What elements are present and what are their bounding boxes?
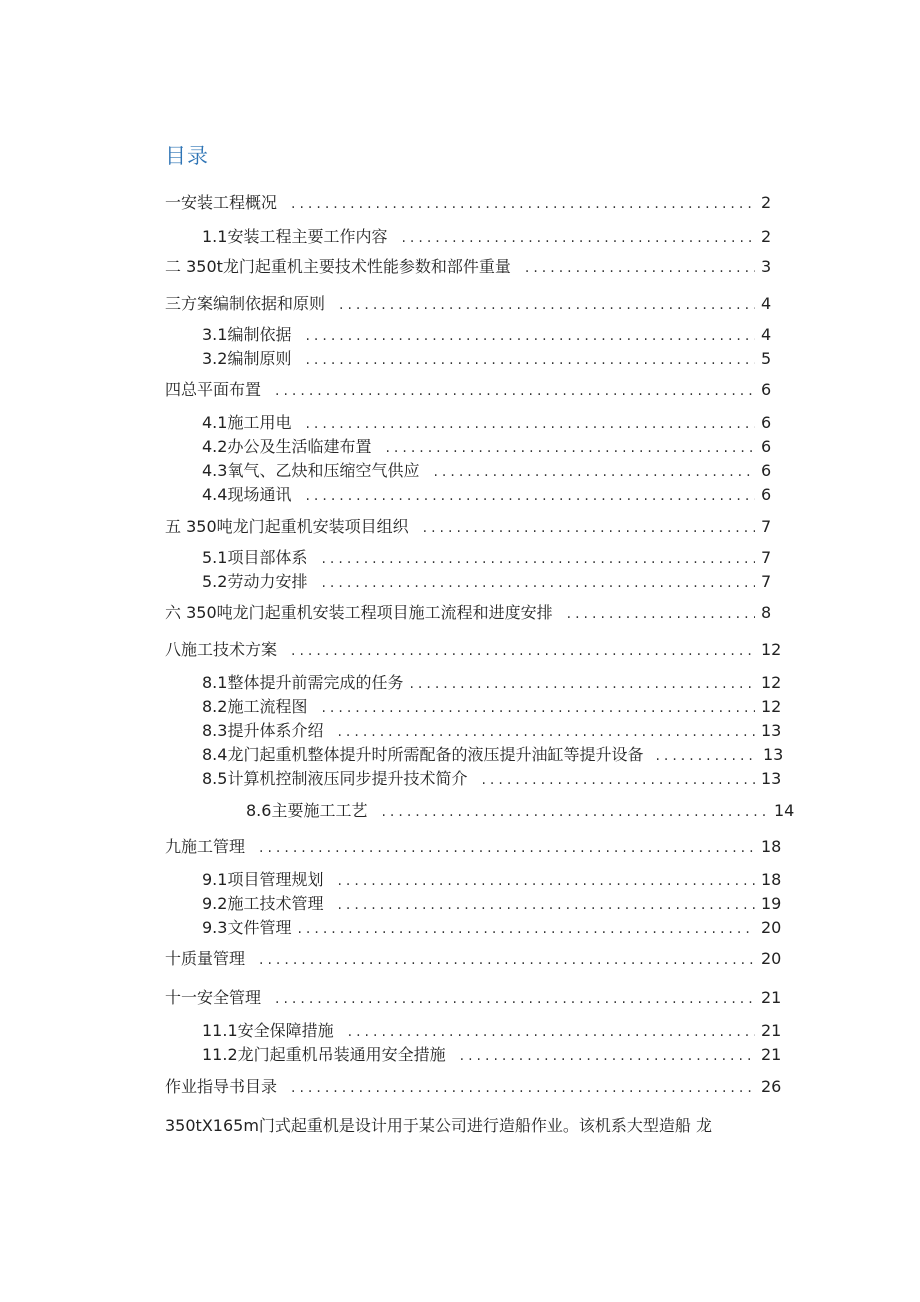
toc-entry-page: 20 [761, 918, 782, 937]
toc-entry-number: 4.3 [202, 461, 228, 480]
toc-entry-page: 12 [761, 697, 782, 716]
toc-leader-dots [385, 438, 755, 458]
toc-entry-page: 2 [761, 227, 772, 246]
toc-entry-label: 龙门起重机整体提升时所需配备的液压提升油缸等提升设备 [227, 745, 644, 764]
toc-entry-number: 9.1 [202, 870, 228, 889]
toc-entry[interactable] [165, 837, 782, 858]
toc-entry-number: 8.5 [202, 769, 228, 788]
toc-entry[interactable] [202, 721, 782, 742]
toc-leader-dots [291, 194, 755, 214]
toc-entry-label: 安全保障措施 [237, 1021, 334, 1040]
toc-leader-dots [321, 549, 755, 569]
toc-entry-label: 提升体系介绍 [227, 721, 324, 740]
toc-entry[interactable] [202, 413, 771, 434]
toc-entry-page: 6 [761, 413, 772, 432]
toc-entry[interactable] [202, 918, 782, 939]
toc-entry-label: 三方案编制依据和原则 [165, 294, 326, 313]
toc-leader-dots [337, 895, 755, 915]
toc-entry[interactable] [202, 894, 782, 915]
toc-entry-label: 施工流程图 [227, 697, 308, 716]
toc-entry-label: 编制依据 [227, 325, 292, 344]
toc-entry-label: 九施工管理 [165, 837, 246, 856]
toc-entry-number: 3.2 [202, 349, 228, 368]
toc-leader-dots [525, 258, 755, 278]
toc-entry[interactable] [165, 257, 771, 278]
toc-entry-number: 3.1 [202, 325, 228, 344]
toc-leader-dots [348, 1022, 755, 1042]
toc-leader-dots [481, 770, 755, 790]
toc-entry-label: 氧气、乙炔和压缩空气供应 [227, 461, 420, 480]
toc-leader-dots [305, 486, 755, 506]
toc-entry-number: 8.2 [202, 697, 228, 716]
toc-entry-label: 项目管理规划 [227, 870, 324, 889]
toc-entry[interactable] [246, 801, 795, 822]
toc-leader-dots [259, 950, 755, 970]
toc-entry-label: 五 350吨龙门起重机安装项目组织 [165, 517, 409, 536]
toc-entry[interactable] [202, 697, 782, 718]
toc-entry-number: 11.2 [202, 1045, 238, 1064]
toc-entry-page: 13 [761, 721, 782, 740]
toc-entry-label: 四总平面布置 [165, 380, 262, 399]
toc-entry-label: 六 350吨龙门起重机安装工程项目施工流程和进度安排 [165, 603, 553, 622]
toc-entry[interactable] [202, 349, 771, 370]
toc-title: 目录 [165, 144, 209, 168]
toc-entry[interactable] [202, 769, 782, 790]
toc-entry-label: 二 350t龙门起重机主要技术性能参数和部件重量 [165, 257, 511, 276]
toc-leader-dots [305, 350, 755, 370]
toc-entry-number: 5.2 [202, 572, 228, 591]
toc-entry-label: 编制原则 [227, 349, 292, 368]
toc-leader-dots [275, 381, 755, 401]
toc-entry-number: 4.4 [202, 485, 228, 504]
toc-entry[interactable] [165, 380, 771, 401]
toc-entry-page: 21 [761, 1021, 782, 1040]
toc-entry[interactable] [165, 193, 771, 214]
toc-entry-page: 13 [761, 769, 782, 788]
toc-entry-page: 5 [761, 349, 772, 368]
toc-entry-label: 计算机控制液压同步提升技术简介 [227, 769, 468, 788]
toc-entry[interactable] [165, 988, 782, 1009]
toc-entry[interactable] [202, 745, 784, 766]
toc-entry-number: 8.3 [202, 721, 228, 740]
toc-entry[interactable] [202, 673, 782, 694]
toc-entry-page: 13 [763, 745, 784, 764]
toc-entry-page: 26 [761, 1077, 782, 1096]
toc-entry-page: 7 [761, 517, 772, 536]
toc-entry[interactable] [202, 548, 771, 569]
toc-entry[interactable] [165, 1077, 782, 1098]
toc-entry-page: 12 [761, 640, 782, 659]
toc-entry-label: 现场通讯 [227, 485, 292, 504]
toc-entry[interactable] [202, 325, 771, 346]
toc-entry-number: 5.1 [202, 548, 228, 567]
toc-leader-dots [381, 802, 768, 822]
toc-entry-label: 十一安全管理 [165, 988, 262, 1007]
toc-entry-label: 龙门起重机吊装通用安全措施 [237, 1045, 446, 1064]
toc-entry-page: 20 [761, 949, 782, 968]
toc-entry[interactable] [202, 227, 771, 248]
toc-entry-page: 7 [761, 548, 772, 567]
toc-entry-page: 8 [761, 603, 772, 622]
toc-leader-dots [401, 228, 755, 248]
toc-leader-dots [567, 604, 755, 624]
toc-entry-number: 8.1 [202, 673, 228, 692]
toc-entry-label: 一安装工程概况 [165, 193, 278, 212]
toc-entry-number: 8.6 [246, 801, 272, 820]
toc-entry-label: 施工技术管理 [227, 894, 324, 913]
toc-entry[interactable] [202, 1021, 782, 1042]
toc-entry[interactable] [202, 437, 771, 458]
toc-entry-number: 8.4 [202, 745, 228, 764]
toc-entry[interactable] [165, 949, 782, 970]
toc-leader-dots [275, 989, 755, 1009]
toc-entry-page: 19 [761, 894, 782, 913]
toc-leader-dots [321, 698, 755, 718]
toc-leader-dots [409, 674, 755, 694]
toc-entry-label: 文件管理 [227, 918, 292, 937]
toc-leader-dots [291, 1078, 755, 1098]
body-paragraph: 350tX165m门式起重机是设计用于某公司进行造船作业。该机系大型造船 龙 [165, 1116, 712, 1135]
toc-entry[interactable] [165, 603, 771, 624]
toc-entry-page: 18 [761, 870, 782, 889]
toc-entry[interactable] [202, 1045, 782, 1066]
toc-entry-page: 21 [761, 988, 782, 1007]
toc-entry-number: 1.1 [202, 227, 228, 246]
toc-entry-number: 11.1 [202, 1021, 238, 1040]
toc-leader-dots [305, 414, 755, 434]
toc-entry-page: 21 [761, 1045, 782, 1064]
toc-entry-page: 4 [761, 325, 772, 344]
toc-entry-label: 办公及生活临建布置 [227, 437, 372, 456]
toc-entry-page: 6 [761, 437, 772, 456]
toc-entry-number: 9.2 [202, 894, 228, 913]
toc-entry[interactable] [165, 640, 782, 661]
toc-entry-page: 2 [761, 193, 772, 212]
toc-entry-page: 6 [761, 485, 772, 504]
toc-leader-dots [321, 573, 755, 593]
toc-entry-number: 4.1 [202, 413, 228, 432]
toc-leader-dots [337, 722, 755, 742]
toc-entry-page: 18 [761, 837, 782, 856]
toc-entry-page: 4 [761, 294, 772, 313]
toc-entry-label: 项目部体系 [227, 548, 308, 567]
toc-entry-page: 7 [761, 572, 772, 591]
toc-entry-label: 劳动力安排 [227, 572, 308, 591]
toc-entry-page: 3 [761, 257, 772, 276]
toc-entry-label: 主要施工工艺 [271, 801, 368, 820]
toc-leader-dots [259, 838, 755, 858]
toc-leader-dots [423, 518, 755, 538]
toc-entry[interactable] [202, 870, 782, 891]
toc-entry-page: 6 [761, 380, 772, 399]
toc-entry-label: 安装工程主要工作内容 [227, 227, 388, 246]
toc-entry-page: 12 [761, 673, 782, 692]
toc-leader-dots [460, 1046, 755, 1066]
toc-leader-dots [305, 326, 755, 346]
toc-entry[interactable] [202, 572, 771, 593]
toc-entry-label: 施工用电 [227, 413, 292, 432]
toc-entry-label: 八施工技术方案 [165, 640, 278, 659]
toc-entry[interactable] [202, 485, 771, 506]
toc-leader-dots [337, 871, 755, 891]
toc-leader-dots [655, 746, 757, 766]
toc-entry-number: 4.2 [202, 437, 228, 456]
toc-leader-dots [339, 295, 755, 315]
toc-entry-page: 14 [774, 801, 795, 820]
toc-leader-dots [291, 641, 755, 661]
toc-entry-page: 6 [761, 461, 772, 480]
toc-leader-dots [297, 919, 755, 939]
toc-entry[interactable] [165, 517, 771, 538]
toc-entry-label: 十质量管理 [165, 949, 246, 968]
toc-entry[interactable] [202, 461, 771, 482]
toc-entry[interactable] [165, 294, 771, 315]
toc-leader-dots [433, 462, 755, 482]
toc-entry-label: 整体提升前需完成的任务 [227, 673, 404, 692]
toc-entry-number: 9.3 [202, 918, 228, 937]
toc-entry-label: 作业指导书目录 [165, 1077, 278, 1096]
